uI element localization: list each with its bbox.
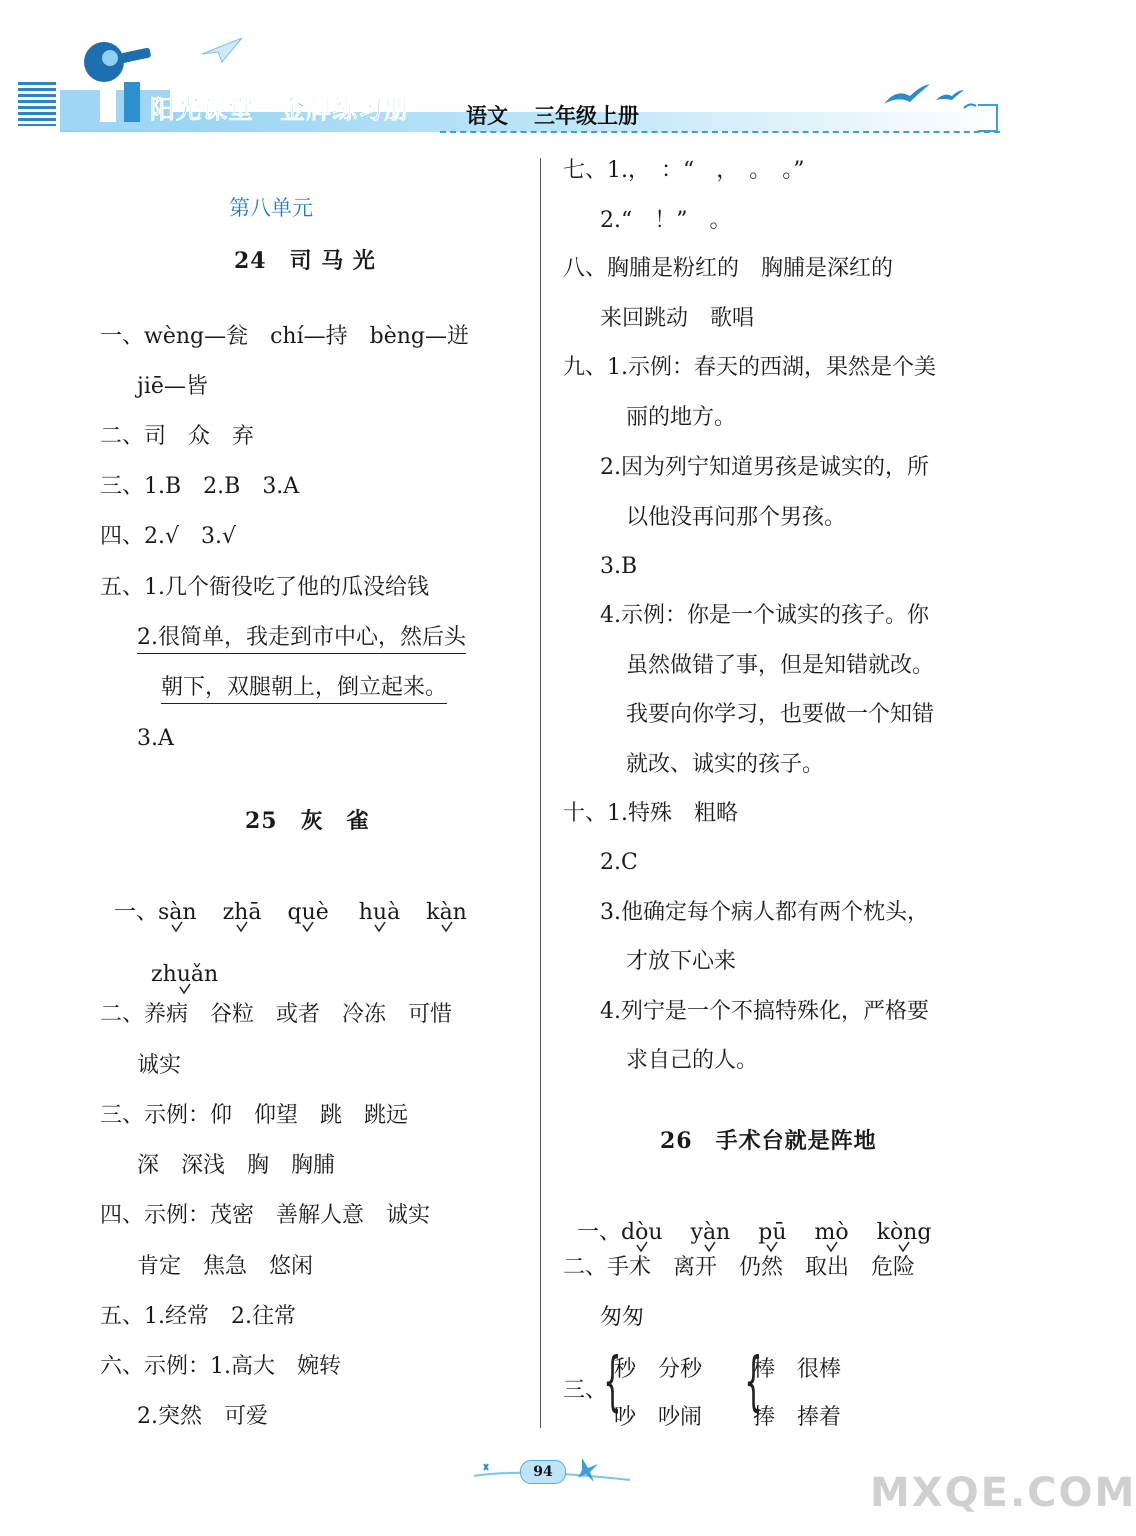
brace-group-item: 秒 分秒 bbox=[614, 1357, 703, 1382]
answer-line: 五、1.几个衙役吃了他的瓜没给钱 bbox=[100, 575, 429, 600]
answer-line: 2.突然 可爱 bbox=[137, 1404, 268, 1429]
answer-line: 六、示例：1.高大 婉转 bbox=[100, 1354, 341, 1379]
watermark: MXQE.COM bbox=[870, 1470, 1136, 1516]
check-mark-icon bbox=[898, 1241, 910, 1253]
check-mark-icon bbox=[236, 921, 248, 933]
brace-group-item: 棒 很棒 bbox=[753, 1357, 842, 1382]
pinyin-word: zhā bbox=[223, 902, 262, 924]
answer-line: 三、1.B 2.B 3.A bbox=[100, 474, 300, 499]
answer-line: 八、胸脯是粉红的 胸脯是深红的 bbox=[563, 256, 894, 281]
pinyin-word: zhuǎn bbox=[151, 964, 218, 986]
pinyin-line bbox=[100, 880, 467, 924]
answer-line: 二、养病 谷粒 或者 冷冻 可惜 bbox=[100, 1002, 453, 1027]
answer-line: 4.示例：你是一个诚实的孩子。你 bbox=[600, 603, 929, 628]
pinyin-word: sàn bbox=[158, 902, 197, 924]
answer-line-underlined bbox=[137, 627, 466, 649]
check-mark-icon bbox=[441, 921, 453, 933]
check-mark-icon bbox=[374, 921, 386, 933]
grade-label: 三年级上册 bbox=[534, 103, 639, 128]
answer-line: 二、手术 离开 仍然 取出 危险 bbox=[563, 1255, 916, 1280]
answer-line: 就改、诚实的孩子。 bbox=[626, 752, 825, 777]
check-mark-icon bbox=[171, 921, 183, 933]
check-mark-icon bbox=[636, 1241, 648, 1253]
brace-icon: { bbox=[603, 1345, 622, 1419]
check-mark-icon bbox=[766, 1241, 778, 1253]
answer-line: 2.因为列宁知道男孩是诚实的，所 bbox=[600, 455, 929, 480]
pinyin-word: dòu bbox=[621, 1222, 663, 1244]
answer-line: 四、示例：茂密 善解人意 诚实 bbox=[100, 1203, 431, 1228]
check-mark-icon bbox=[704, 1241, 716, 1253]
pinyin-line bbox=[137, 942, 218, 986]
answer-line: 3.他确定每个病人都有两个枕头， bbox=[600, 900, 929, 925]
pinyin-word: kàn bbox=[426, 902, 467, 924]
answer-line: 肯定 焦急 悠闲 bbox=[137, 1254, 314, 1279]
brand-series: 阳光课堂 bbox=[150, 95, 255, 124]
answer-line: 才放下心来 bbox=[626, 949, 737, 974]
brand-book: 金牌练习册 bbox=[280, 95, 411, 124]
answer-line: 深 深浅 胸 胸脯 bbox=[137, 1153, 336, 1178]
page-number: 94 bbox=[520, 1460, 566, 1484]
answer-line: 十、1.特殊 粗略 bbox=[563, 801, 738, 826]
answer-line: 三、示例：仰 仰望 跳 跳远 bbox=[100, 1103, 409, 1128]
check-mark-icon bbox=[302, 921, 314, 933]
underlined-text: 2.很简单，我走到市中心，然后头 bbox=[137, 625, 466, 654]
column-divider bbox=[540, 158, 541, 1428]
answer-line: 求自己的人。 bbox=[626, 1048, 759, 1073]
answer-line: 丽的地方。 bbox=[626, 405, 737, 430]
answer-line: 虽然做错了事，但是知错就改。 bbox=[626, 653, 935, 678]
lesson-24-title: 24 司 马 光 bbox=[234, 248, 376, 274]
answer-line: 匆匆 bbox=[600, 1305, 645, 1330]
answer-line: 诚实 bbox=[137, 1053, 182, 1078]
question-number: 三、 bbox=[563, 1378, 608, 1403]
question-number: 一、 bbox=[114, 900, 159, 925]
brand-title bbox=[150, 90, 436, 126]
unit-title: 第八单元 bbox=[229, 196, 313, 220]
answer-line: 五、1.经常 2.往常 bbox=[100, 1304, 296, 1329]
answer-line: 2.C bbox=[600, 850, 638, 875]
pinyin-word: què bbox=[287, 902, 328, 924]
brace-group-item: 捧 捧着 bbox=[753, 1405, 842, 1430]
birds-icon bbox=[880, 78, 980, 118]
answer-line: 3.A bbox=[137, 726, 174, 751]
answer-line: 我要向你学习，也要做一个知错 bbox=[626, 702, 935, 727]
subject-label: 语文 bbox=[466, 103, 508, 128]
subject-grade bbox=[466, 100, 665, 130]
pinyin-word: pū bbox=[758, 1222, 786, 1244]
answer-line: jiē—皆 bbox=[137, 374, 208, 399]
header-stripes bbox=[18, 82, 56, 126]
header-bracket bbox=[978, 104, 998, 132]
brace-group-item: 吵 吵闹 bbox=[614, 1405, 703, 1430]
pinyin-line bbox=[563, 1200, 931, 1244]
pinyin-word: yàn bbox=[691, 1222, 731, 1244]
lesson-26-title: 26 手术台就是阵地 bbox=[660, 1128, 877, 1154]
check-mark-icon bbox=[179, 983, 191, 995]
paper-plane-icon bbox=[200, 36, 244, 64]
answer-line: 2.“ ！” 。 bbox=[600, 208, 732, 233]
pinyin-word: mò bbox=[815, 1222, 849, 1244]
answer-line: 以他没再问那个男孩。 bbox=[626, 505, 847, 530]
answer-line: 四、2.√ 3.√ bbox=[100, 524, 237, 549]
question-number: 一、 bbox=[577, 1220, 622, 1245]
header-dashed-rule bbox=[440, 131, 1000, 133]
lesson-25-title: 25 灰 雀 bbox=[245, 808, 370, 834]
check-mark-icon bbox=[826, 1241, 838, 1253]
pinyin-word: kòng bbox=[877, 1222, 932, 1244]
answer-line: 七、1.， ：“ ， 。 。” bbox=[563, 158, 805, 183]
answer-line: 一、wèng—瓮 chí—持 bèng—迸 bbox=[100, 324, 469, 349]
underlined-text: 朝下，双腿朝上，倒立起来。 bbox=[161, 675, 447, 704]
answer-line: 二、司 众 弃 bbox=[100, 424, 255, 449]
answer-line: 九、1.示例：春天的西湖，果然是个美 bbox=[563, 355, 936, 380]
pinyin-word: huà bbox=[359, 902, 400, 924]
brace-icon: { bbox=[744, 1345, 763, 1419]
answer-line-underlined bbox=[161, 677, 447, 699]
page-header bbox=[0, 0, 1053, 150]
answer-line: 来回跳动 歌唱 bbox=[600, 306, 755, 331]
answer-line: 4.列宁是一个不搞特殊化，严格要 bbox=[600, 999, 929, 1024]
answer-line: 3.B bbox=[600, 554, 638, 579]
